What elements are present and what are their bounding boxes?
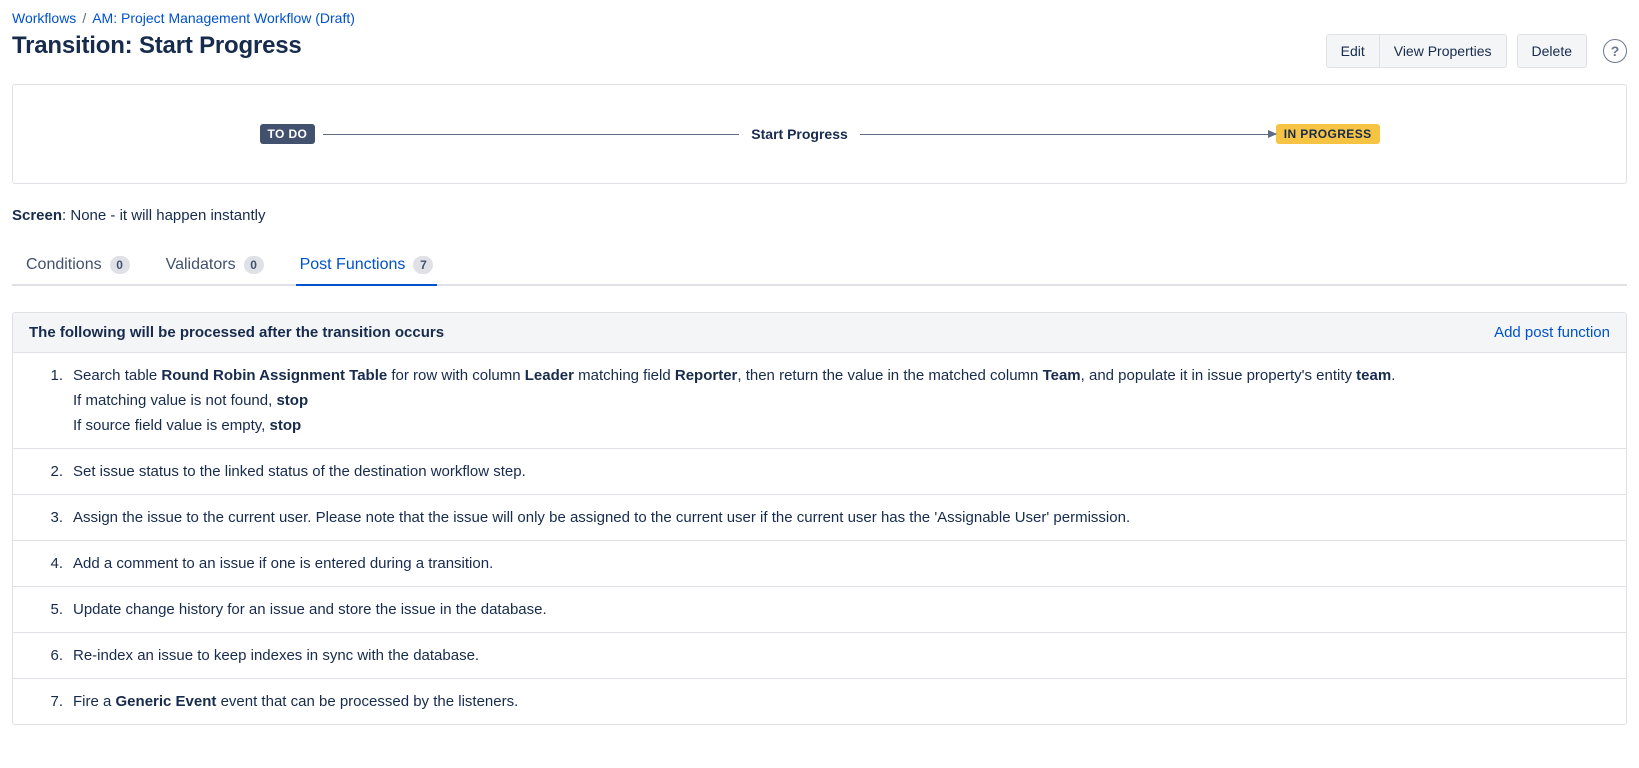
screen-label: Screen <box>12 207 63 224</box>
post-function-description <box>73 505 1610 530</box>
fn-text-segment: . <box>1391 367 1396 384</box>
fn-text-segment: event that can be processed by the listeners. <box>216 693 519 710</box>
view-properties-button[interactable]: View Properties <box>1379 34 1507 68</box>
post-function-main-line <box>73 597 1610 622</box>
edit-properties-button-group <box>1326 34 1507 68</box>
breadcrumb <box>12 0 1627 28</box>
tab-conditions-count: 0 <box>110 256 130 274</box>
fn-text-emphasis: team <box>1356 367 1392 384</box>
tab-conditions[interactable] <box>22 252 134 286</box>
title-row <box>12 30 1627 68</box>
post-function-item <box>13 353 1626 449</box>
post-function-item <box>13 587 1626 633</box>
tab-post-functions[interactable] <box>296 252 438 286</box>
arrow-head-icon <box>1268 130 1277 138</box>
post-function-main-line <box>73 459 1610 484</box>
post-function-main-line <box>73 551 1610 576</box>
add-post-function-link[interactable]: Add post function <box>1494 324 1610 341</box>
post-function-description <box>73 689 1610 714</box>
post-function-description <box>73 459 1610 484</box>
breadcrumb-separator: / <box>82 10 87 26</box>
fn-text-segment: matching field <box>573 367 675 384</box>
tab-bar <box>12 250 1627 286</box>
post-function-main-line <box>73 363 1610 388</box>
fn-text-emphasis: Team <box>1042 367 1081 384</box>
transition-flow <box>260 124 1380 144</box>
post-function-description <box>73 643 1610 668</box>
delete-button[interactable]: Delete <box>1517 34 1587 68</box>
post-function-description <box>73 597 1610 622</box>
fn-text-segment: , then return the value in the matched column <box>737 367 1043 384</box>
screen-value: : None - it will happen instantly <box>62 207 266 224</box>
post-functions-panel-title: The following will be processed after the transition occurs <box>29 324 445 341</box>
fn-text-segment: Add a comment to an issue if one is entered during a transition. <box>73 555 494 572</box>
tab-post-functions-label: Post Functions <box>299 256 406 273</box>
post-functions-panel <box>12 312 1627 725</box>
page-title: Transition: Start Progress <box>12 32 302 59</box>
post-function-extra-line <box>73 388 1610 413</box>
fn-text-segment: If matching value is not found, <box>73 392 277 409</box>
fn-text-segment: , and populate it in issue property's entity <box>1080 367 1357 384</box>
post-function-number: 3 . <box>43 505 63 530</box>
fn-text-segment: Fire a <box>73 693 116 710</box>
tab-conditions-label: Conditions <box>26 256 102 273</box>
post-function-number: 5 . <box>43 597 63 622</box>
fn-text-segment: Assign the issue to the current user. Please note that the issue will only be assigned to the current user if the current user has the 'Assignable User' permission. <box>73 509 1131 526</box>
fn-text-emphasis: Round Robin Assignment Table <box>161 367 388 384</box>
fn-text-emphasis: Reporter <box>674 367 738 384</box>
fn-text-segment: Update change history for an issue and store the issue in the database. <box>73 601 547 618</box>
transition-name-label: Start Progress <box>751 126 848 142</box>
header-actions <box>1326 30 1627 68</box>
post-function-number: 1 . <box>43 363 63 438</box>
post-function-number: 6 . <box>43 643 63 668</box>
help-icon[interactable]: ? <box>1603 39 1627 63</box>
post-function-item <box>13 449 1626 495</box>
transition-diagram <box>12 84 1627 184</box>
fn-text-segment: for row with column <box>387 367 525 384</box>
transition-line-right <box>860 134 1276 135</box>
fn-text-emphasis: Leader <box>524 367 574 384</box>
post-function-extra-line <box>73 413 1610 438</box>
breadcrumb-current-workflow-link[interactable]: AM: Project Management Workflow (Draft) <box>92 10 355 26</box>
fn-text-segment: Set issue status to the linked status of the destination workflow step. <box>73 463 526 480</box>
post-function-item <box>13 633 1626 679</box>
post-function-description <box>73 363 1610 438</box>
fn-text-segment: Search table <box>73 367 162 384</box>
post-function-main-line <box>73 689 1610 714</box>
edit-button[interactable]: Edit <box>1326 34 1380 68</box>
fn-text-segment: Re-index an issue to keep indexes in sync with the database. <box>73 647 480 664</box>
breadcrumb-workflows-link[interactable]: Workflows <box>12 10 77 26</box>
transition-line-left <box>323 134 739 135</box>
post-function-number: 2 . <box>43 459 63 484</box>
fn-text-segment: If source field value is empty, <box>73 417 270 434</box>
post-function-main-line <box>73 643 1610 668</box>
fn-text-emphasis: stop <box>276 392 309 409</box>
screen-info <box>12 206 1627 226</box>
post-function-number: 4 . <box>43 551 63 576</box>
post-function-description <box>73 551 1610 576</box>
post-functions-list <box>13 353 1626 724</box>
fn-text-emphasis: Generic Event <box>115 693 217 710</box>
fn-text-emphasis: stop <box>269 417 302 434</box>
tab-validators[interactable] <box>162 252 268 286</box>
post-function-main-line <box>73 505 1610 530</box>
post-function-item <box>13 679 1626 724</box>
post-function-item <box>13 495 1626 541</box>
tab-validators-count: 0 <box>244 256 264 274</box>
post-function-item <box>13 541 1626 587</box>
tab-validators-label: Validators <box>165 256 236 273</box>
status-badge-to: IN PROGRESS <box>1276 124 1380 144</box>
post-functions-panel-header <box>13 313 1626 353</box>
status-badge-from: TO DO <box>260 124 316 144</box>
tab-post-functions-count: 7 <box>413 256 433 274</box>
post-function-number: 7 . <box>43 689 63 714</box>
